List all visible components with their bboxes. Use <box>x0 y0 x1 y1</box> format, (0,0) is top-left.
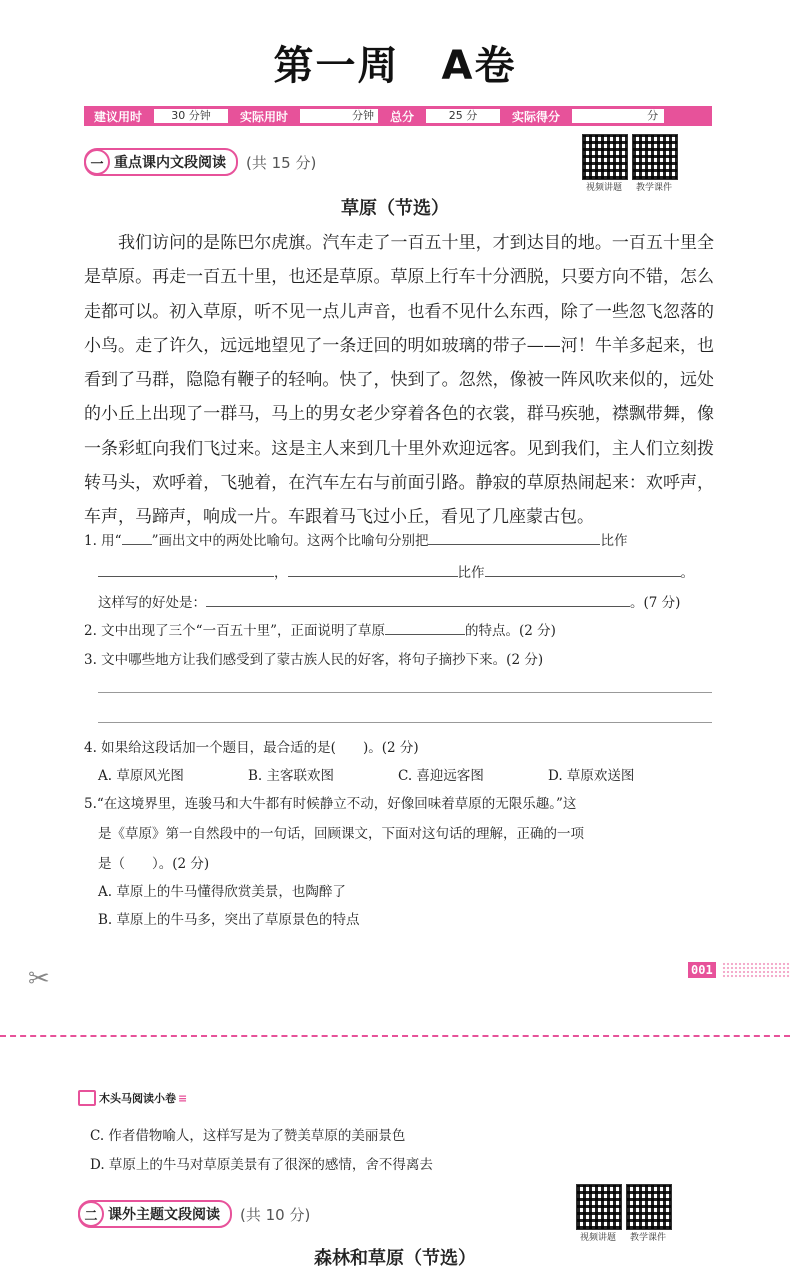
passage1-text: 我们访问的是陈巴尔虎旗。汽车走了一百五十里，才到达目的地。一百五十里全是草原。再走一百五十里，也还是草原。草原上行车十分洒脱，只要方向不错，怎么走都可以。初入草原，听不见一点儿声音，也看不见什么东西，除了一些忽飞忽落的小鸟。走了许久，远远地望见了一条迂回的明如玻璃的带子——河！牛羊多起来，也看到了马群，隐隐有鞭子的轻响。快了，快到了。忽然，像被一阵风吹来似的，远处的小丘上出现了一群马，马上的男女老少穿着各色的衣裳，群马疾驰，襟飘带舞，像一条彩虹向我们飞过来。这是主人来到几十里外欢迎远客。见到我们，主人们立刻拨转马头，欢呼着，飞驰着，在汽车左右与前面引路。静寂的草原热闹起来：欢呼声，车声，马蹄声，响成一片。车跟着马飞过小丘，看见了几座蒙古包。 <box>84 233 714 528</box>
q1-text-h: 。(7 分) <box>630 595 681 611</box>
q3-answer-line-1[interactable] <box>98 692 712 693</box>
passage1-body <box>84 226 714 535</box>
suggest-time-value: 30 分钟 <box>154 109 228 123</box>
q1-blank-1[interactable] <box>428 530 600 545</box>
section1-score: (共 15 分) <box>246 153 317 172</box>
section1-header <box>84 148 316 176</box>
question-4: 4. 如果给这段话加一个题目，最合适的是( )。(2 分) <box>84 740 419 756</box>
qr-video-label-2: 视频讲题 <box>579 1233 616 1243</box>
passage1-title: 草原（节选） <box>341 198 449 219</box>
actual-score-label: 实际得分 <box>512 109 561 124</box>
qr-code-icon[interactable] <box>626 1184 672 1230</box>
qr-courseware-top[interactable] <box>632 134 682 193</box>
q4-option-a[interactable]: A. 草原风光图 <box>98 768 184 784</box>
section2-number: 二 <box>78 1201 104 1227</box>
q1-text-f: 。 <box>680 565 694 581</box>
passage2-title: 森林和草原（节选） <box>314 1248 476 1269</box>
brand-lines-icon: ≡ <box>178 1091 188 1105</box>
question-1-line3 <box>98 592 716 613</box>
qr-code-icon[interactable] <box>632 134 678 180</box>
q1-blank-3[interactable] <box>288 562 458 577</box>
actual-time-label: 实际用时 <box>240 109 289 124</box>
qr-video-label: 视频讲题 <box>585 183 622 193</box>
q1-line-mark-blank[interactable] <box>122 530 152 545</box>
section2-header <box>78 1200 310 1228</box>
question-3: 3. 文中哪些地方让我们感受到了蒙古族人民的好客，将句子摘抄下来。(2 分) <box>84 652 544 668</box>
book-icon <box>78 1090 96 1106</box>
question-2 <box>84 620 716 641</box>
qr-code-icon[interactable] <box>576 1184 622 1230</box>
total-value: 25 分 <box>426 109 500 123</box>
q1-text-g: 这样写的好处是： <box>98 595 206 611</box>
qr-video-bottom[interactable] <box>576 1184 626 1243</box>
q4-option-b[interactable]: B. 主客联欢图 <box>248 768 335 784</box>
qr-courseware-label-2: 教学课件 <box>629 1233 666 1243</box>
q1-text-d: ， <box>274 565 288 581</box>
q1-text-c: 比作 <box>600 533 628 549</box>
q5-option-d[interactable]: D. 草原上的牛马对草原美景有了很深的感情，舍不得离去 <box>90 1157 433 1173</box>
cut-line <box>0 1035 790 1037</box>
question-1-line1 <box>84 530 716 551</box>
actual-score-field[interactable]: 分 <box>572 109 664 123</box>
q2-blank[interactable] <box>385 620 465 635</box>
q1-text-b: ”画出文中的两处比喻句。这两个比喻句分别把 <box>151 533 429 549</box>
q1-blank-4[interactable] <box>485 562 681 577</box>
qr-courseware-label: 教学课件 <box>635 183 672 193</box>
qr-courseware-bottom[interactable] <box>626 1184 676 1243</box>
question-4-options <box>98 766 730 786</box>
q5-option-a[interactable]: A. 草原上的牛马懂得欣赏美景，也陶醉了 <box>98 884 346 900</box>
q1-blank-5[interactable] <box>206 592 630 607</box>
q5-option-b[interactable]: B. 草原上的牛马多，突出了草原景色的特点 <box>98 912 360 928</box>
section1-number: 一 <box>84 149 110 175</box>
section2-badge <box>78 1200 232 1228</box>
total-label: 总分 <box>390 109 415 124</box>
q5-option-c[interactable]: C. 作者借物喻人，这样写是为了赞美草原的美丽景色 <box>90 1128 406 1144</box>
section2-score: (共 10 分) <box>240 1205 311 1224</box>
section1-badge <box>84 148 238 176</box>
suggest-time-label: 建议用时 <box>94 109 143 124</box>
actual-time-field[interactable]: 分钟 <box>300 109 378 123</box>
page-title: 第一周 A卷 <box>273 43 517 89</box>
brand-name: 木头马阅读小卷 <box>99 1092 176 1105</box>
section1-title: 重点课内文段阅读 <box>114 155 226 171</box>
question-5-line2: 是《草原》第一自然段中的一句话，回顾课文，下面对这句话的理解，正确的一项 <box>98 826 584 842</box>
q3-answer-line-2[interactable] <box>98 722 712 723</box>
q1-blank-2[interactable] <box>98 562 274 577</box>
q2-text-b: 的特点。(2 分) <box>464 623 556 639</box>
decorative-dots <box>722 962 790 978</box>
brand-header <box>78 1090 187 1106</box>
question-1-line2 <box>98 562 716 583</box>
q1-text-a: 1. 用“ <box>84 533 122 549</box>
qr-video-top[interactable] <box>582 134 632 193</box>
scissors-icon: ✂ <box>28 964 50 994</box>
q1-text-e: 比作 <box>457 565 485 581</box>
q4-option-d[interactable]: D. 草原欢送图 <box>548 768 635 784</box>
page-number: 001 <box>688 962 716 978</box>
q2-text-a: 2. 文中出现了三个“一百五十里”，正面说明了草原 <box>84 623 385 639</box>
section2-title: 课外主题文段阅读 <box>108 1207 220 1223</box>
q4-option-c[interactable]: C. 喜迎远客图 <box>398 768 484 784</box>
info-bar <box>84 106 712 126</box>
question-5-line3: 是（ ）。(2 分) <box>98 856 210 872</box>
qr-code-icon[interactable] <box>582 134 628 180</box>
question-5-line1: 5.“在这境界里，连骏马和大牛都有时候静立不动，好像回味着草原的无限乐趣。”这 <box>84 796 577 812</box>
